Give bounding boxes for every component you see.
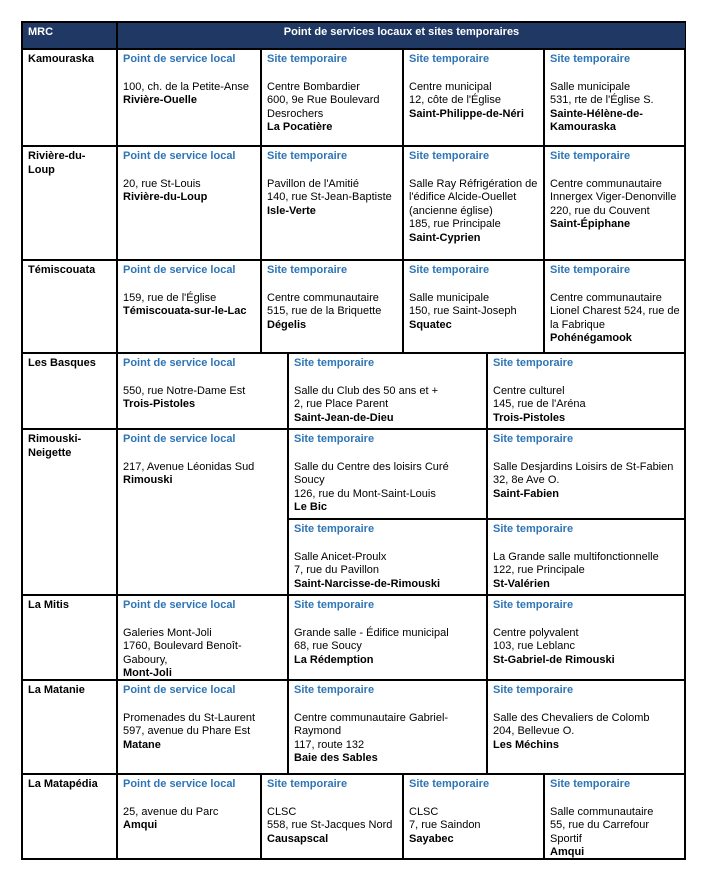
site-address-line: Promenades du St-Laurent (123, 711, 256, 724)
temporary-site-cell (289, 430, 488, 520)
site-address-line: Grande salle - Édifice municipal (294, 626, 449, 639)
site-city: Isle-Verte (267, 204, 316, 217)
site-city: Trois-Pistoles (493, 411, 566, 424)
site-address-line: CLSC (267, 805, 297, 818)
temporary-site-cell (545, 261, 686, 354)
site-city: Pohénégamook (550, 332, 632, 344)
site-city: St-Valérien (493, 577, 550, 590)
site-city: Saint-Jean-de-Dieu (294, 411, 394, 424)
site-type-label: Point de service local (123, 778, 236, 790)
site-type-label: Site temporaire (550, 778, 631, 790)
mrc-cell (23, 50, 118, 147)
temporary-site-cell (488, 596, 686, 681)
site-address-line: Salle Anicet-Proulx (294, 550, 387, 563)
site-type-label: Site temporaire (493, 599, 574, 611)
site-address-line: Centre Bombardier (267, 80, 360, 93)
site-address-line: Salle communautaire (550, 805, 654, 818)
site-city: Causapscal (267, 832, 329, 845)
site-address-line: 103, rue Leblanc (493, 640, 575, 652)
site-city: Sainte-Hélène-de-Kamouraska (550, 107, 643, 133)
site-city: La Rédemption (294, 653, 374, 666)
site-city: Le Bic (294, 501, 328, 513)
site-city: Rivière-du-Loup (123, 191, 208, 203)
site-address-line: Salle du Centre des loisirs Curé Soucy (294, 460, 449, 486)
site-address-line: 126, rue du Mont-Saint-Louis (294, 487, 436, 500)
site-address-line: Salle des Chevaliers de Colomb (493, 711, 650, 724)
site-city: Saint-Narcisse-de-Rimouski (294, 577, 441, 590)
site-city: Rimouski (123, 474, 173, 486)
site-address-line: 220, rue du Couvent (550, 204, 650, 217)
site-address-line: 558, rue St-Jacques Nord (267, 819, 393, 831)
mrc-cell (23, 147, 118, 261)
temporary-site-cell (404, 147, 545, 261)
site-type-label: Point de service local (123, 150, 236, 162)
temporary-site-cell (545, 147, 686, 261)
site-type-label: Point de service local (123, 53, 236, 65)
site-address-line: Salle Ray Réfrigération de l'édifice Alcide-Ouellet (ancienne église) (409, 177, 538, 217)
site-city: St-Gabriel-de Rimouski (493, 653, 615, 666)
mrc-name: La Matanie (28, 684, 85, 696)
site-address-line: 25, avenue du Parc (123, 805, 219, 818)
site-type-label: Site temporaire (493, 357, 574, 369)
site-address-line: Centre communautaire Innergex Viger-Denonville (550, 177, 677, 203)
site-address-line: 7, rue du Pavillon (294, 564, 379, 576)
site-type-label: Point de service local (123, 684, 236, 696)
site-address-line: Salle municipale (409, 291, 490, 304)
mrc-name: Kamouraska (28, 53, 95, 65)
site-city: Amqui (123, 819, 158, 831)
site-type-label: Site temporaire (550, 53, 631, 65)
site-address-line: 145, rue de l'Aréna (493, 398, 586, 410)
mrc-cell (23, 775, 118, 860)
temporary-site-cell (404, 775, 545, 860)
temporary-site-cell (545, 50, 686, 147)
mrc-cell (23, 261, 118, 354)
site-city: Squatec (409, 318, 452, 331)
header-mrc: MRC (23, 23, 118, 50)
local-service-cell (118, 596, 289, 681)
site-city: Les Méchins (493, 738, 560, 751)
site-city: Trois-Pistoles (123, 398, 196, 410)
site-type-label: Site temporaire (409, 53, 490, 65)
site-address-line: 515, rue de la Briquette (267, 305, 382, 317)
site-type-label: Site temporaire (294, 599, 375, 611)
site-type-label: Site temporaire (550, 150, 631, 162)
temporary-site-cell (404, 50, 545, 147)
site-address-line: 550, rue Notre-Dame Est (123, 384, 246, 397)
site-type-label: Site temporaire (267, 150, 348, 162)
temporary-site-cell (404, 261, 545, 354)
temporary-site-cell (545, 775, 686, 860)
temporary-site-cell (262, 261, 404, 354)
site-type-label: Point de service local (123, 357, 236, 369)
site-address-line: 100, ch. de la Petite-Anse (123, 80, 249, 93)
site-city: Mont-Joli (123, 667, 172, 679)
site-address-line: 531, rte de l'Église S. (550, 94, 654, 106)
site-city: Sayabec (409, 832, 454, 845)
site-address-line: 55, rue du Carrefour Sportif (550, 819, 650, 845)
site-address-line: Centre polyvalent (493, 626, 579, 639)
temporary-site-cell (262, 775, 404, 860)
site-address-line: Centre culturel (493, 384, 565, 397)
local-service-cell (118, 681, 289, 775)
site-address-line: 68, rue Soucy (294, 640, 362, 652)
site-city: Saint-Philippe-de-Néri (409, 107, 524, 120)
mrc-name: La Matapédia (28, 778, 98, 790)
site-city: La Pocatière (267, 121, 333, 133)
site-address-line: 600, 9e Rue Boulevard Desrochers (267, 94, 380, 120)
site-type-label: Site temporaire (267, 264, 348, 276)
site-type-label: Site temporaire (294, 523, 375, 535)
header-title: Point de services locaux et sites temporaires (118, 23, 685, 50)
mrc-name: Les Basques (28, 357, 96, 369)
site-type-label: Site temporaire (267, 53, 348, 65)
site-address-line: Centre communautaire (267, 291, 379, 304)
local-service-cell (118, 354, 289, 430)
temporary-site-cell (262, 50, 404, 147)
local-service-cell (118, 147, 262, 261)
site-address-line: 7, rue Saindon (409, 819, 481, 831)
site-address-line: Salle du Club des 50 ans et + (294, 384, 439, 397)
site-city: Amqui (550, 846, 585, 858)
temporary-site-cell (488, 681, 686, 775)
temporary-site-cell (488, 520, 686, 596)
site-type-label: Site temporaire (409, 264, 490, 276)
site-address-line: 1760, Boulevard Benoît-Gaboury, (123, 640, 242, 666)
site-address-line: 204, Bellevue O. (493, 725, 575, 737)
site-city: Dégelis (267, 318, 307, 331)
site-city: Saint-Fabien (493, 487, 560, 500)
site-type-label: Site temporaire (294, 357, 375, 369)
mrc-name: Témiscouata (28, 264, 96, 276)
site-address-line: 185, rue Principale (409, 218, 501, 230)
site-address-line: La Grande salle multifonctionnelle (493, 550, 659, 563)
site-city: Matane (123, 738, 161, 751)
mrc-name: Rimouski-Neigette (28, 433, 82, 459)
local-service-cell (118, 430, 289, 596)
site-city: Saint-Cyprien (409, 231, 481, 244)
mrc-cell (23, 430, 118, 596)
site-address-line: 12, côte de l'Église (409, 94, 501, 106)
temporary-site-cell (488, 354, 686, 430)
temporary-site-cell (289, 354, 488, 430)
mrc-name: Rivière-du-Loup (28, 150, 86, 176)
site-address-line: 32, 8e Ave O. (493, 474, 560, 486)
site-address-line: 20, rue St-Louis (123, 177, 201, 190)
temporary-site-cell (262, 147, 404, 261)
temporary-site-cell (488, 430, 686, 520)
site-type-label: Site temporaire (409, 778, 490, 790)
site-city: Baie des Sables (294, 752, 378, 764)
temporary-site-cell (289, 596, 488, 681)
site-type-label: Point de service local (123, 599, 236, 611)
site-type-label: Site temporaire (493, 433, 574, 445)
site-address-line: Centre municipal (409, 80, 492, 93)
local-service-cell (118, 775, 262, 860)
site-type-label: Site temporaire (267, 778, 348, 790)
temporary-site-cell (289, 681, 488, 775)
mrc-cell (23, 681, 118, 775)
site-type-label: Point de service local (123, 264, 236, 276)
site-address-line: 597, avenue du Phare Est (123, 725, 251, 737)
mrc-cell (23, 596, 118, 681)
site-address-line: 140, rue St-Jean-Baptiste (267, 191, 392, 203)
site-address-line: 150, rue Saint-Joseph (409, 305, 517, 317)
temporary-site-cell (289, 520, 488, 596)
local-service-cell (118, 261, 262, 354)
site-address-line: Centre communautaire Gabriel-Raymond (294, 711, 449, 737)
site-address-line: Galeries Mont-Joli (123, 626, 212, 639)
site-type-label: Site temporaire (294, 433, 375, 445)
site-address-line: 217, Avenue Léonidas Sud (123, 460, 255, 473)
site-address-line: CLSC (409, 805, 439, 818)
site-type-label: Site temporaire (409, 150, 490, 162)
site-address-line: 117, route 132 (294, 738, 365, 751)
site-city: Témiscouata-sur-le-Lac (123, 305, 247, 317)
site-address-line: Salle Desjardins Loisirs de St-Fabien (493, 460, 674, 473)
site-type-label: Site temporaire (493, 684, 574, 696)
site-address-line: Pavillon de l'Amitié (267, 177, 359, 190)
site-city: Rivière-Ouelle (123, 94, 197, 106)
mrc-name: La Mitis (28, 599, 69, 611)
site-address-line: 2, rue Place Parent (294, 398, 389, 410)
site-type-label: Point de service local (123, 433, 236, 445)
site-address-line: Salle municipale (550, 80, 631, 93)
site-type-label: Site temporaire (294, 684, 375, 696)
site-address-line: 122, rue Principale (493, 564, 585, 576)
mrc-cell (23, 354, 118, 430)
site-address-line: Centre communautaire Lionel Charest 524, rue de la Fabrique (550, 291, 680, 331)
local-service-cell (118, 50, 262, 147)
site-type-label: Site temporaire (493, 523, 574, 535)
site-type-label: Site temporaire (550, 264, 631, 276)
site-city: Saint-Épiphane (550, 218, 631, 230)
site-address-line: 159, rue de l'Église (123, 291, 217, 304)
services-table (21, 21, 686, 860)
